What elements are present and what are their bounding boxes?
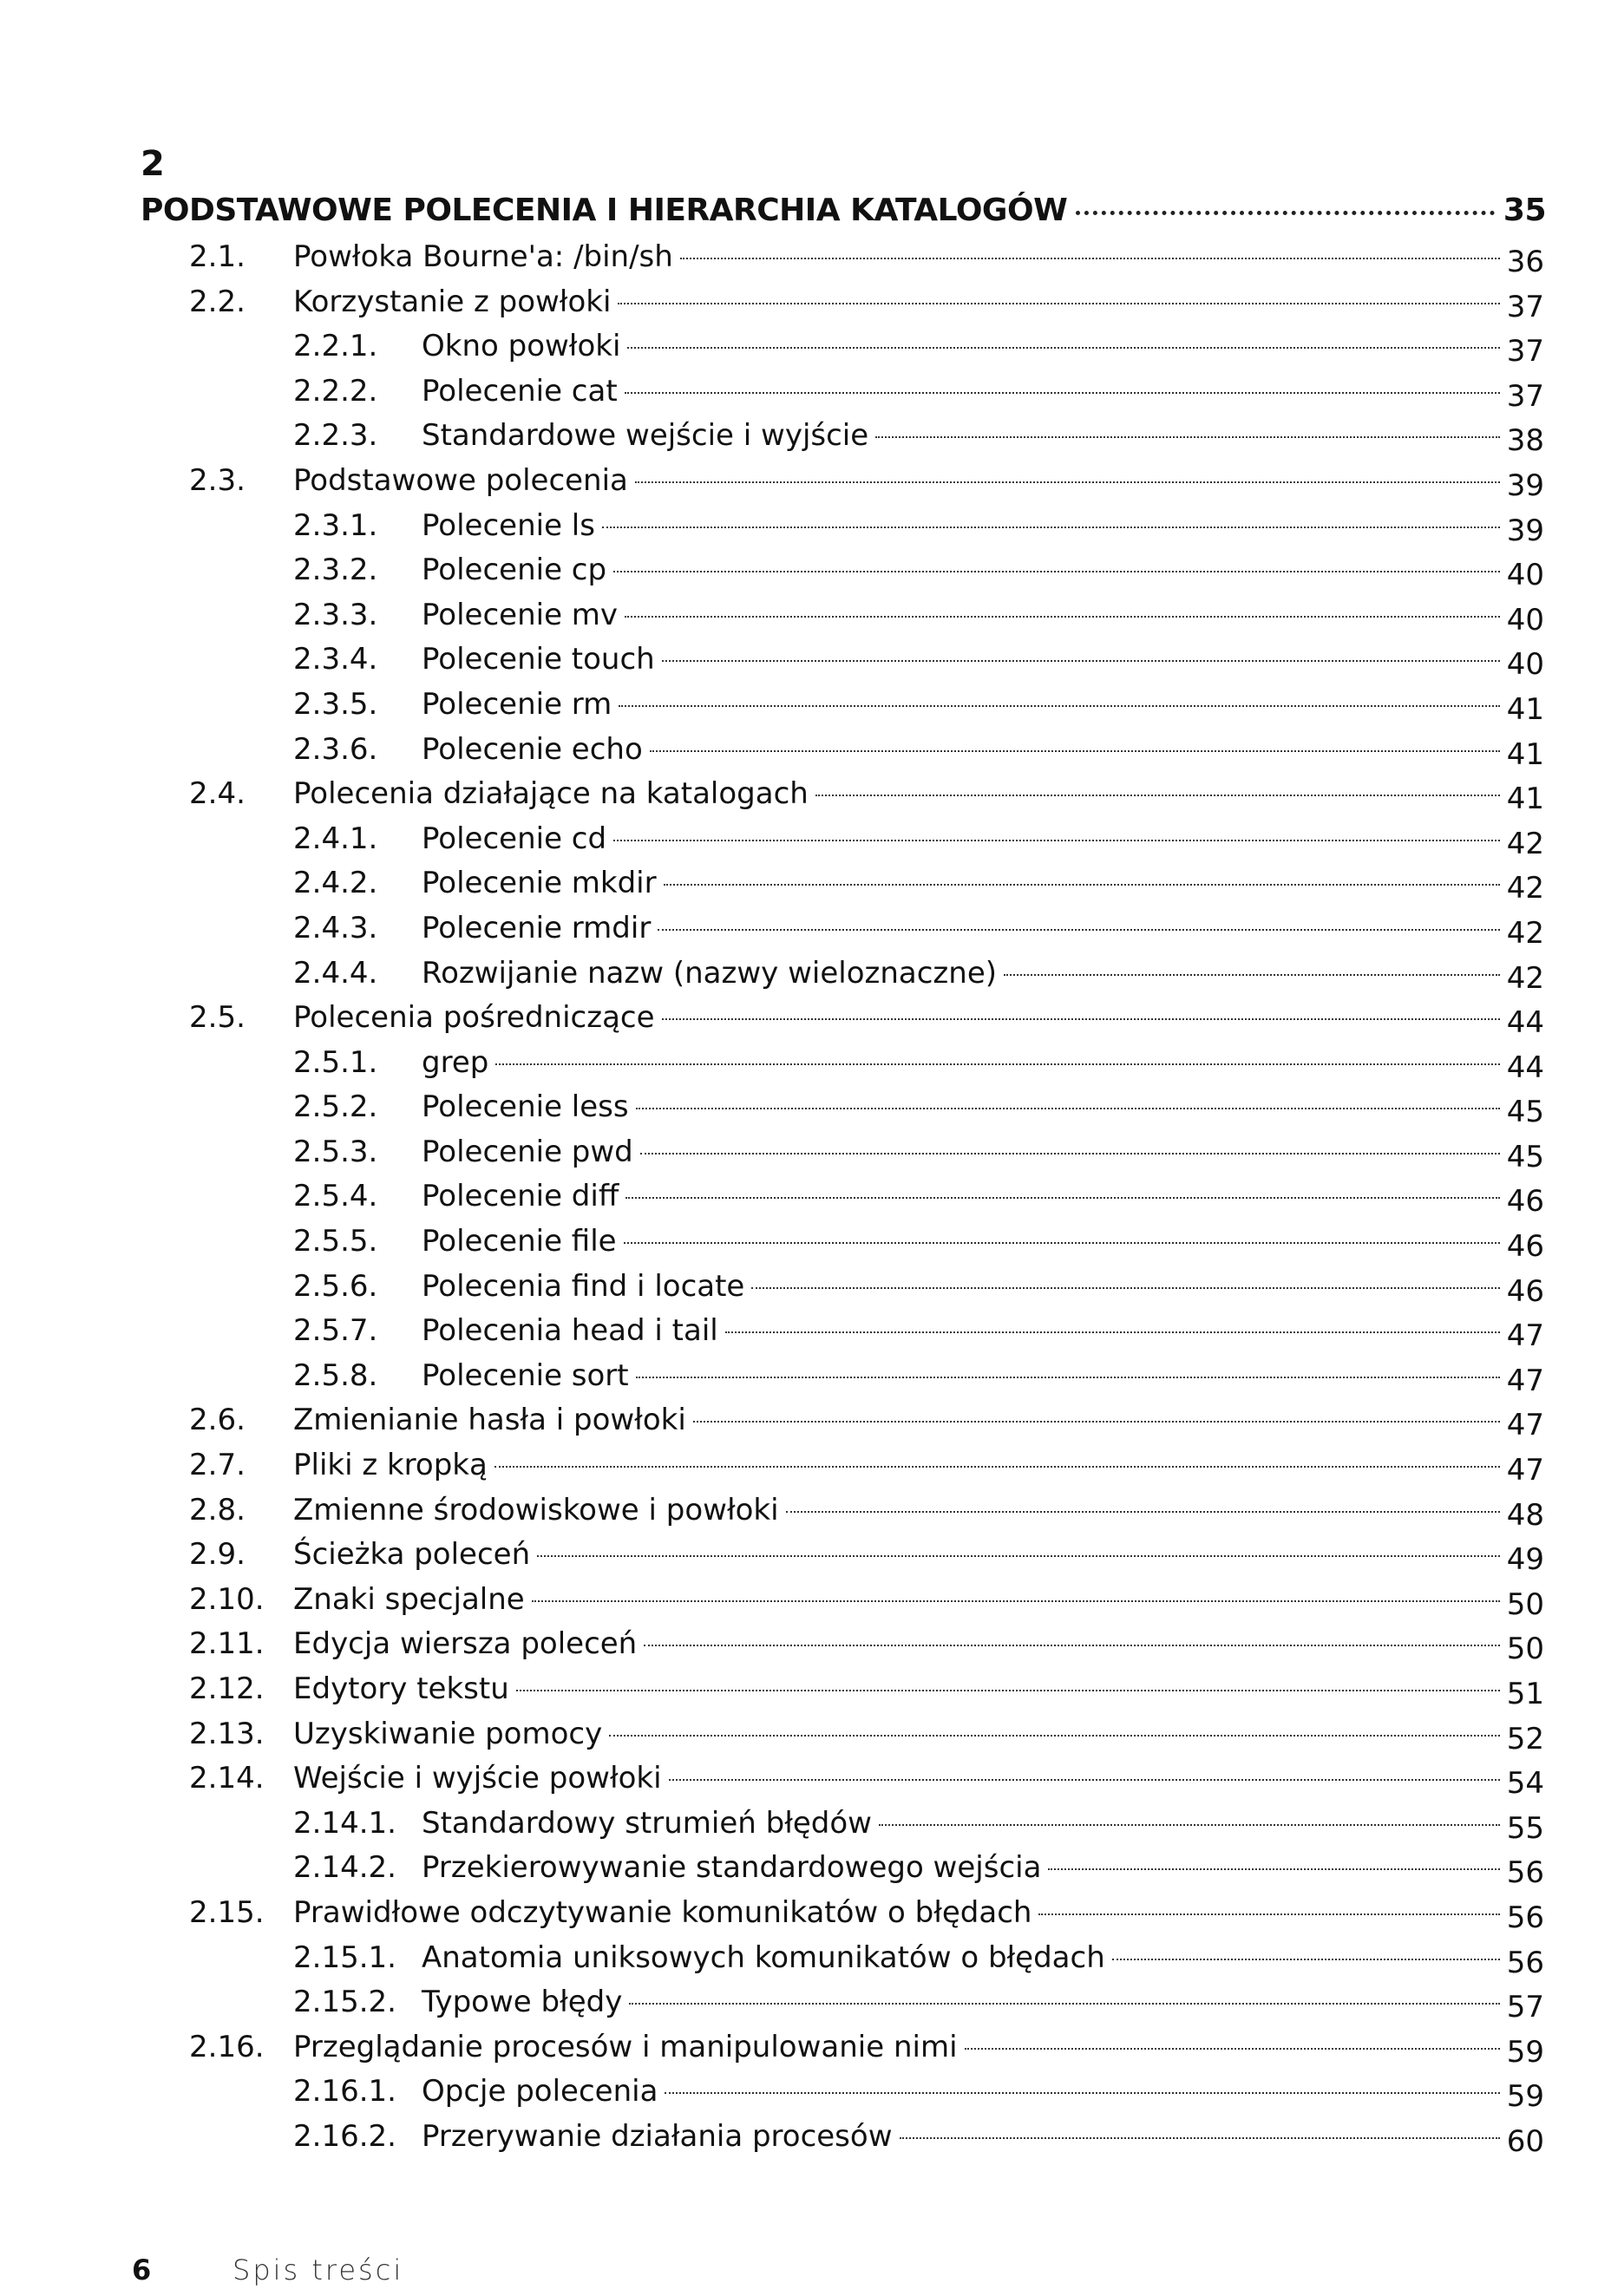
entry-body bbox=[422, 642, 1544, 683]
entry-page: 56 bbox=[1506, 1855, 1544, 1891]
dot-leader bbox=[636, 1108, 1500, 1109]
toc-entry bbox=[0, 1671, 1598, 1717]
entry-title: Polecenie ls bbox=[422, 507, 595, 543]
entry-number: 2.5.6. bbox=[293, 1268, 378, 1304]
entry-number: 2.5.2. bbox=[293, 1089, 378, 1125]
entry-title: Znaki specjalne bbox=[293, 1581, 525, 1617]
entry-number: 2.2.2. bbox=[293, 373, 378, 409]
entry-number: 2.15.1. bbox=[293, 1939, 396, 1975]
toc-entry bbox=[0, 1985, 1598, 2030]
entry-page: 50 bbox=[1506, 1632, 1544, 1667]
entry-number: 2.15.2. bbox=[293, 1985, 396, 2020]
toc-entry bbox=[0, 1895, 1598, 1940]
entry-body bbox=[293, 1403, 1544, 1443]
toc-entry bbox=[0, 1179, 1598, 1224]
entry-body bbox=[422, 1939, 1544, 1980]
dot-leader bbox=[532, 1600, 1500, 1602]
entry-body bbox=[422, 553, 1544, 593]
entry-title: Opcje polecenia bbox=[422, 2074, 658, 2110]
dot-leader bbox=[537, 1555, 1500, 1557]
entry-page: 44 bbox=[1506, 1005, 1544, 1041]
dot-leader bbox=[613, 840, 1500, 841]
dot-leader bbox=[644, 1645, 1500, 1646]
toc-entry bbox=[0, 1045, 1598, 1090]
entry-title: Polecenie echo bbox=[422, 731, 643, 767]
entry-number: 2.13. bbox=[189, 1716, 265, 1751]
toc-entry bbox=[0, 285, 1598, 330]
dot-leader bbox=[636, 1377, 1500, 1378]
entry-title: Korzystanie z powłoki bbox=[293, 284, 612, 319]
entry-title: Przeglądanie procesów i manipulowanie nimi bbox=[293, 2029, 958, 2064]
entry-body bbox=[293, 284, 1544, 324]
entry-number: 2.3.6. bbox=[293, 731, 378, 767]
dot-leader bbox=[658, 929, 1499, 931]
entry-body bbox=[422, 1179, 1544, 1220]
entry-title: Standardowy strumień błędów bbox=[422, 1805, 872, 1841]
entry-body bbox=[293, 1537, 1544, 1578]
entry-page: 46 bbox=[1506, 1184, 1544, 1220]
toc-entry bbox=[0, 687, 1598, 732]
dot-leader bbox=[879, 1824, 1500, 1826]
entry-title: Polecenie cd bbox=[422, 821, 607, 856]
entry-page: 57 bbox=[1506, 1990, 1544, 2025]
entry-title: grep bbox=[422, 1044, 489, 1080]
entry-title: Przerywanie działania procesów bbox=[422, 2118, 893, 2154]
dot-leader bbox=[625, 616, 1500, 618]
toc-entry bbox=[0, 374, 1598, 419]
entry-title: Polecenie mv bbox=[422, 597, 619, 632]
entry-body bbox=[422, 2074, 1544, 2115]
entry-page: 46 bbox=[1506, 1229, 1544, 1265]
entry-title: Edytory tekstu bbox=[293, 1671, 509, 1706]
dot-leader bbox=[635, 481, 1500, 483]
entry-title: Polecenia find i locate bbox=[422, 1268, 745, 1304]
entry-page: 41 bbox=[1506, 782, 1544, 817]
entry-body bbox=[293, 1626, 1544, 1667]
entry-page: 39 bbox=[1506, 468, 1544, 503]
dot-leader bbox=[619, 705, 1499, 707]
toc-entry bbox=[0, 821, 1598, 867]
entry-body bbox=[422, 1089, 1544, 1130]
entry-page: 40 bbox=[1506, 558, 1544, 593]
entry-title: Rozwijanie nazw (nazwy wieloznaczne) bbox=[422, 955, 997, 991]
entry-page: 52 bbox=[1506, 1721, 1544, 1756]
dot-leader bbox=[669, 1779, 1500, 1781]
dot-leader bbox=[640, 1153, 1500, 1155]
entry-page: 42 bbox=[1506, 960, 1544, 996]
entry-title: Polecenie diff bbox=[422, 1179, 619, 1214]
entry-page: 48 bbox=[1506, 1497, 1544, 1533]
entry-title: Typowe błędy bbox=[422, 1985, 623, 2020]
entry-page: 40 bbox=[1506, 602, 1544, 638]
entry-number: 2.5.1. bbox=[293, 1044, 378, 1080]
entry-number: 2.7. bbox=[189, 1448, 246, 1483]
entry-body bbox=[422, 1850, 1544, 1891]
dot-leader bbox=[875, 436, 1500, 438]
entry-title: Anatomia uniksowych komunikatów o błędach bbox=[422, 1939, 1105, 1975]
entry-number: 2.16.2. bbox=[293, 2118, 396, 2154]
entry-number: 2.3.3. bbox=[293, 597, 378, 632]
entry-title: Zmienianie hasła i powłoki bbox=[293, 1403, 686, 1438]
dot-leader bbox=[665, 2092, 1499, 2094]
entry-number: 2.12. bbox=[189, 1671, 265, 1706]
entry-page: 54 bbox=[1506, 1766, 1544, 1802]
dot-leader bbox=[495, 1063, 1499, 1065]
entry-title: Polecenia head i tail bbox=[422, 1313, 718, 1349]
dot-leader bbox=[618, 303, 1499, 304]
entry-page: 41 bbox=[1506, 691, 1544, 727]
entry-page: 55 bbox=[1506, 1810, 1544, 1846]
entry-body bbox=[293, 239, 1544, 279]
toc-entry bbox=[0, 1717, 1598, 1762]
entry-body bbox=[293, 2029, 1544, 2070]
entry-title: Polecenie sort bbox=[422, 1357, 629, 1393]
dot-leader bbox=[815, 795, 1500, 796]
entry-body bbox=[422, 329, 1544, 370]
footer-page-number: 6 bbox=[132, 2253, 152, 2286]
entry-page: 49 bbox=[1506, 1542, 1544, 1578]
entry-number: 2.5.4. bbox=[293, 1179, 378, 1214]
entry-page: 42 bbox=[1506, 871, 1544, 906]
entry-body bbox=[293, 1716, 1544, 1756]
footer-running-title: Spis treści bbox=[232, 2253, 404, 2286]
dot-leader bbox=[650, 750, 1500, 752]
entry-page: 47 bbox=[1506, 1363, 1544, 1398]
toc-entry bbox=[0, 2074, 1598, 2119]
entry-number: 2.1. bbox=[189, 239, 246, 274]
toc-entry bbox=[0, 1626, 1598, 1671]
entry-title: Standardowe wejście i wyjście bbox=[422, 418, 869, 454]
entry-body bbox=[422, 866, 1544, 906]
entry-body bbox=[293, 1581, 1544, 1622]
toc-entry bbox=[0, 463, 1598, 508]
dot-leader bbox=[680, 258, 1500, 259]
entry-number: 2.14.1. bbox=[293, 1805, 396, 1841]
entry-number: 2.5.7. bbox=[293, 1313, 378, 1349]
dot-leader bbox=[602, 527, 1500, 528]
entry-title: Polecenie pwd bbox=[422, 1134, 633, 1169]
chapter-heading bbox=[141, 193, 1546, 228]
toc-entry bbox=[0, 1135, 1598, 1180]
entry-page: 47 bbox=[1506, 1318, 1544, 1354]
toc-entry bbox=[0, 642, 1598, 687]
chapter-page: 35 bbox=[1503, 193, 1546, 228]
entry-body bbox=[422, 1134, 1544, 1174]
entry-body bbox=[422, 507, 1544, 548]
toc-entry bbox=[0, 1448, 1598, 1493]
entry-number: 2.3.2. bbox=[293, 553, 378, 588]
entry-number: 2.16. bbox=[189, 2029, 265, 2064]
toc-entry bbox=[0, 1582, 1598, 1627]
entry-body bbox=[422, 1313, 1544, 1354]
dot-leader bbox=[494, 1466, 1500, 1468]
toc-entry bbox=[0, 598, 1598, 643]
entry-number: 2.3.1. bbox=[293, 507, 378, 543]
dot-leader bbox=[662, 1018, 1500, 1020]
entry-page: 45 bbox=[1506, 1139, 1544, 1174]
entry-number: 2.10. bbox=[189, 1581, 265, 1617]
toc-entry bbox=[0, 418, 1598, 463]
entry-title: Podstawowe polecenia bbox=[293, 462, 628, 498]
toc-entry bbox=[0, 508, 1598, 553]
entry-page: 42 bbox=[1506, 826, 1544, 861]
chapter-title: PODSTAWOWE POLECENIA I HIERARCHIA KATALOGÓW bbox=[141, 193, 1068, 228]
entry-page: 51 bbox=[1506, 1677, 1544, 1711]
entry-body bbox=[422, 597, 1544, 638]
toc-entry bbox=[0, 911, 1598, 956]
entry-page: 46 bbox=[1506, 1273, 1544, 1309]
entry-number: 2.5.5. bbox=[293, 1224, 378, 1259]
entry-title: Polecenia pośredniczące bbox=[293, 1000, 655, 1036]
entry-body bbox=[293, 1761, 1544, 1802]
entry-number: 2.4.2. bbox=[293, 866, 378, 901]
toc-entry bbox=[0, 1493, 1598, 1538]
entry-body bbox=[422, 1044, 1544, 1085]
entry-body bbox=[422, 821, 1544, 861]
entry-number: 2.4.4. bbox=[293, 955, 378, 991]
toc-entry bbox=[0, 1761, 1598, 1806]
entry-body bbox=[422, 731, 1544, 772]
dot-leader bbox=[662, 660, 1500, 662]
entry-page: 50 bbox=[1506, 1586, 1544, 1622]
dot-leader bbox=[751, 1287, 1499, 1289]
entry-title: Ścieżka poleceń bbox=[293, 1537, 531, 1573]
entry-title: Powłoka Bourne'a: /bin/sh bbox=[293, 239, 673, 274]
dot-leader bbox=[1076, 211, 1495, 215]
entry-title: Pliki z kropką bbox=[293, 1448, 488, 1483]
entry-number: 2.4. bbox=[189, 776, 246, 812]
entry-page: 37 bbox=[1506, 334, 1544, 370]
entry-number: 2.15. bbox=[189, 1894, 265, 1930]
entry-page: 45 bbox=[1506, 1095, 1544, 1130]
dot-leader bbox=[627, 347, 1499, 349]
entry-page: 59 bbox=[1506, 2079, 1544, 2115]
dot-leader bbox=[786, 1511, 1500, 1513]
toc-entry bbox=[0, 1806, 1598, 1851]
entry-number: 2.14.2. bbox=[293, 1850, 396, 1886]
entry-title: Edycja wiersza poleceń bbox=[293, 1626, 638, 1662]
entry-page: 59 bbox=[1506, 2034, 1544, 2070]
entry-body bbox=[293, 776, 1544, 817]
entry-page: 36 bbox=[1506, 245, 1544, 279]
entry-number: 2.5.3. bbox=[293, 1134, 378, 1169]
entry-title: Polecenie touch bbox=[422, 642, 655, 677]
toc-entry bbox=[0, 732, 1598, 777]
entry-title: Polecenie rmdir bbox=[422, 910, 652, 945]
toc-entry bbox=[0, 866, 1598, 911]
toc-entry bbox=[0, 2119, 1598, 2164]
entry-number: 2.2.1. bbox=[293, 329, 378, 364]
entry-title: Zmienne środowiskowe i powłoki bbox=[293, 1492, 779, 1527]
dot-leader bbox=[609, 1735, 1500, 1737]
entry-title: Polecenia działające na katalogach bbox=[293, 776, 809, 812]
entry-title: Polecenie less bbox=[422, 1089, 629, 1125]
dot-leader bbox=[613, 571, 1500, 572]
entry-title: Okno powłoki bbox=[422, 329, 621, 364]
entry-page: 47 bbox=[1506, 1408, 1544, 1443]
dot-leader bbox=[1038, 1913, 1499, 1915]
dot-leader bbox=[624, 1242, 1500, 1244]
entry-page: 39 bbox=[1506, 513, 1544, 548]
entry-number: 2.16.1. bbox=[293, 2074, 396, 2110]
entry-body bbox=[422, 373, 1544, 414]
toc-entry bbox=[0, 1224, 1598, 1269]
entry-number: 2.3. bbox=[189, 462, 246, 498]
entry-page: 60 bbox=[1506, 2123, 1544, 2159]
toc-entry bbox=[0, 776, 1598, 821]
entry-title: Uzyskiwanie pomocy bbox=[293, 1716, 603, 1751]
entry-number: 2.6. bbox=[189, 1403, 246, 1438]
entry-body bbox=[422, 1224, 1544, 1265]
toc-entry bbox=[0, 1850, 1598, 1895]
entry-page: 56 bbox=[1506, 1900, 1544, 1935]
entry-body bbox=[422, 2118, 1544, 2159]
entry-page: 37 bbox=[1506, 378, 1544, 414]
dot-leader bbox=[900, 2137, 1500, 2139]
entry-number: 2.9. bbox=[189, 1537, 246, 1573]
entry-page: 56 bbox=[1506, 1945, 1544, 1980]
dot-leader bbox=[1048, 1868, 1499, 1870]
entry-page: 47 bbox=[1506, 1453, 1544, 1488]
dot-leader bbox=[625, 1197, 1499, 1199]
toc-entry bbox=[0, 2030, 1598, 2075]
entry-body bbox=[422, 955, 1544, 996]
dot-leader bbox=[725, 1331, 1500, 1333]
entry-body bbox=[422, 418, 1544, 459]
entry-page: 44 bbox=[1506, 1050, 1544, 1085]
entry-title: Polecenie cp bbox=[422, 553, 607, 588]
toc-entry bbox=[0, 1403, 1598, 1448]
toc-entry bbox=[0, 553, 1598, 598]
entry-body bbox=[293, 1671, 1544, 1711]
toc-entry bbox=[0, 1089, 1598, 1135]
entry-title: Polecenie cat bbox=[422, 373, 618, 409]
chapter-number: 2 bbox=[141, 144, 165, 184]
entry-body bbox=[293, 1448, 1544, 1488]
dot-leader bbox=[516, 1690, 1500, 1691]
entry-number: 2.2.3. bbox=[293, 418, 378, 454]
toc-entry bbox=[0, 1537, 1598, 1582]
toc-entry bbox=[0, 956, 1598, 1001]
entry-number: 2.11. bbox=[189, 1626, 265, 1662]
entry-title: Polecenie rm bbox=[422, 686, 612, 722]
toc-entry bbox=[0, 1269, 1598, 1314]
entry-body bbox=[293, 1492, 1544, 1533]
dot-leader bbox=[1112, 1959, 1500, 1960]
toc-entry bbox=[0, 1940, 1598, 1985]
table-of-contents bbox=[0, 239, 1598, 2164]
entry-body bbox=[422, 1268, 1544, 1309]
dot-leader bbox=[625, 392, 1500, 394]
entry-title: Prawidłowe odczytywanie komunikatów o błędach bbox=[293, 1894, 1032, 1930]
entry-number: 2.5.8. bbox=[293, 1357, 378, 1393]
entry-body bbox=[422, 1805, 1544, 1846]
entry-title: Polecenie file bbox=[422, 1224, 617, 1259]
entry-page: 37 bbox=[1506, 289, 1544, 324]
entry-number: 2.8. bbox=[189, 1492, 246, 1527]
entry-title: Przekierowywanie standardowego wejścia bbox=[422, 1850, 1042, 1886]
entry-page: 41 bbox=[1506, 736, 1544, 772]
entry-body bbox=[422, 1357, 1544, 1398]
toc-entry bbox=[0, 1313, 1598, 1358]
entry-number: 2.14. bbox=[189, 1761, 265, 1796]
entry-page: 38 bbox=[1506, 423, 1544, 459]
toc-entry bbox=[0, 239, 1598, 285]
dot-leader bbox=[693, 1421, 1500, 1423]
entry-number: 2.4.3. bbox=[293, 910, 378, 945]
entry-body bbox=[422, 910, 1544, 951]
toc-entry bbox=[0, 329, 1598, 374]
entry-page: 40 bbox=[1506, 647, 1544, 683]
entry-body bbox=[293, 462, 1544, 503]
entry-title: Polecenie mkdir bbox=[422, 866, 657, 901]
entry-body bbox=[422, 686, 1544, 727]
entry-number: 2.3.5. bbox=[293, 686, 378, 722]
entry-title: Wejście i wyjście powłoki bbox=[293, 1761, 662, 1796]
entry-body bbox=[293, 1000, 1544, 1041]
entry-number: 2.2. bbox=[189, 284, 246, 319]
entry-number: 2.3.4. bbox=[293, 642, 378, 677]
toc-entry bbox=[0, 1358, 1598, 1403]
entry-body bbox=[293, 1894, 1544, 1935]
entry-body bbox=[422, 1985, 1544, 2025]
entry-page: 42 bbox=[1506, 915, 1544, 951]
entry-number: 2.4.1. bbox=[293, 821, 378, 856]
dot-leader bbox=[965, 2048, 1500, 2050]
dot-leader bbox=[664, 884, 1500, 886]
dot-leader bbox=[629, 2003, 1499, 2005]
toc-entry bbox=[0, 1000, 1598, 1045]
dot-leader bbox=[1004, 974, 1500, 976]
entry-number: 2.5. bbox=[189, 1000, 246, 1036]
